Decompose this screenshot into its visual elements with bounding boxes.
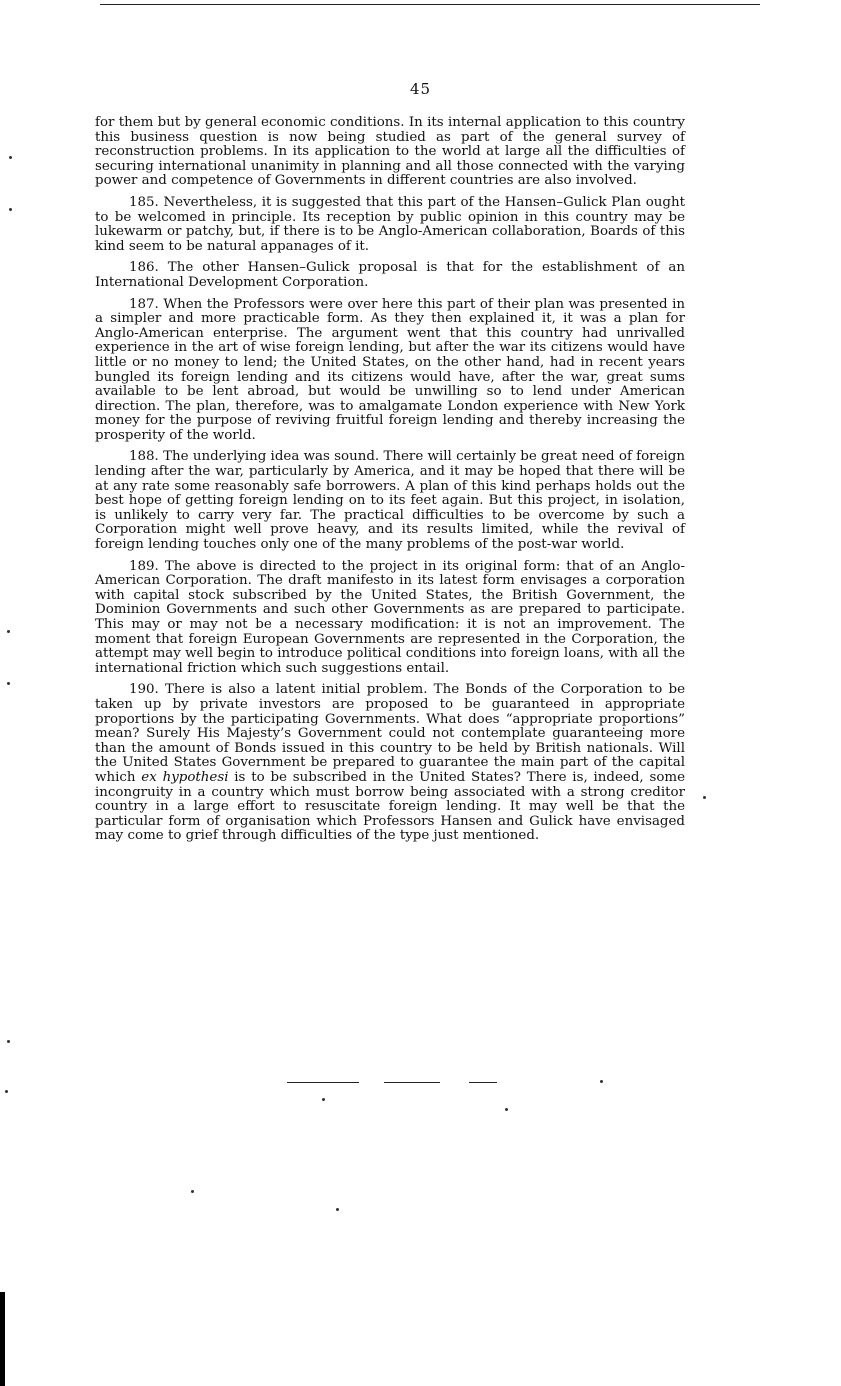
margin-speck: [703, 796, 706, 799]
paragraph-190-text-a: 190. There is also a latent initial problem. The Bonds of the Corporation to be taken up by private investors are proposed to be guaranteed in appropriate proportions by the participating Governments. What does “appropriate proportions” mean? Surely His Majesty’s Government could not contemplate guaranteeing more than the amount of Bonds issued in this country to be held by British nationals. Will the United States Government be prepared to guarantee the main part of the capital which: [95, 682, 685, 785]
margin-speck: [7, 1040, 10, 1043]
paragraph-186: 186. The other Hansen–Gulick proposal is that for the establishment of an International Development Corporation.: [95, 260, 685, 290]
paragraph-190-text-b: is to be subscribed in the United States? There is, indeed, some incongruity in a country which must borrow being associated with a strong creditor country in a large effort to resuscitate foreign lending. It may well be that the particular form of organisation which Professors Hansen and Gulick have envisaged may come to grief through difficulties of the type just mentioned.: [95, 769, 686, 844]
paragraph-190: [95, 683, 685, 844]
paragraph-187: 187. When the Professors were over here this part of their plan was presented in a simpler and more practicable form. As they then explained it, it was a plan for Anglo-American enterprise. The argument went that this country had unrivalled experience in the art of wise foreign lending, but after the war its citizens would have little or no money to lend; the United States, on the other hand, had in recent years bungled its foreign lending and its citizens would have, after the war, great sums available to be lent abroad, but would be unwilling so to lend under American direction. The plan, therefore, was to amalgamate London experience with New York money for the purpose of reviving fruitful foreign lending and thereby increasing the prosperity of the world.: [95, 296, 685, 443]
margin-speck: [9, 156, 12, 159]
margin-speck: [9, 208, 12, 211]
end-rule-1: [287, 1082, 359, 1083]
margin-speck: [322, 1098, 325, 1101]
paragraph-189: 189. The above is directed to the project in its original form: that of an Anglo-American Corporation. The draft manifesto in its latest form envisages a corporation with capital stock subscribed by the United States, the British Government, the Dominion Governments and such other Governments as are prepared to participate. This may or may not be a necessary modification: it is not an improvement. The moment that foreign European Governments are represented in the Corporation, the attempt may well begin to introduce political conditions into foreign loans, with all the international friction which such suggestions entail.: [95, 558, 686, 676]
margin-speck: [336, 1208, 339, 1211]
top-rule: [100, 4, 760, 5]
end-rule-2: [384, 1082, 440, 1083]
document-body: [95, 116, 685, 851]
paragraph-190-italic-phrase: ex hypothesi: [141, 769, 229, 785]
margin-speck: [505, 1108, 508, 1111]
margin-speck: [7, 682, 10, 685]
page-number: 45: [409, 80, 432, 98]
margin-speck: [7, 630, 10, 633]
paragraph-188: 188. The underlying idea was sound. There will certainly be great need of foreign lending after the war, particularly by America, and it may be hoped that there will be at any rate some reasonably safe borrowers. A plan of this kind perhaps holds out the best hope of getting foreign lending on to its feet again. But this project, in isolation, is unlikely to carry very far. The practical difficulties to be overcome by such a Corporation might well prove heavy, and its results limited, while the revival of foreign lending touches only one of the many problems of the post-war world.: [95, 449, 685, 553]
scan-edge-bar: [0, 1292, 5, 1386]
paragraph-continuation: for them but by general economic conditions. In its internal application to this country this business question is now being studied as part of the general survey of reconstruction problems. In its application to the world at large all the difficulties of securing international unanimity in planning and all those connected with the varying power and competence of Governments in different countries are also involved.: [95, 115, 685, 189]
margin-speck: [600, 1080, 603, 1083]
end-rule-3: [469, 1082, 497, 1083]
paragraph-185: 185. Nevertheless, it is suggested that this part of the Hansen–Gulick Plan ought to be welcomed in principle. Its reception by public opinion in this country may be lukewarm or patchy, but, if there is to be Anglo-American collaboration, Boards of this kind seem to be natural appanages of it.: [95, 194, 685, 254]
margin-speck: [5, 1090, 8, 1093]
margin-speck: [191, 1190, 194, 1193]
